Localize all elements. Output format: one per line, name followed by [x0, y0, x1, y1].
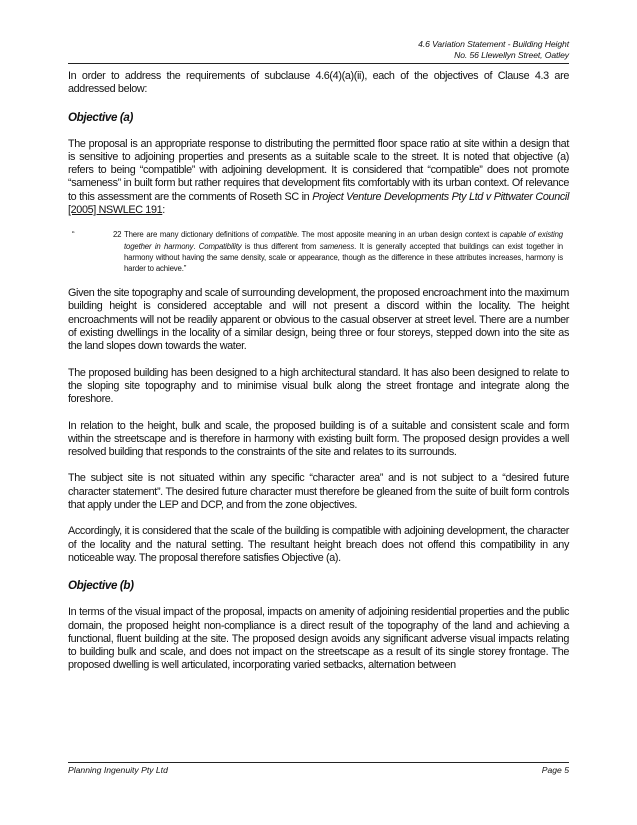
objective-a-paragraph-3: The proposed building has been designed to a high architectural standard. It has also been designed to relate to the sloping site topography and to minimise visual bulk along the street frontage and integrate along the foreshore.: [68, 366, 569, 406]
intro-paragraph: In order to address the requirements of subclause 4.6(4)(a)(ii), each of the objectives of Clause 4.3 are addressed below:: [68, 70, 569, 96]
quote-segment: . The most apposite meaning in an urban design context is: [296, 230, 500, 240]
case-name: Project Venture Developments Pty Ltd v Pittwater Council: [312, 190, 569, 203]
objective-a-paragraph-4: In relation to the height, bulk and scale, the proposed building is of a suitable and consistent scale and form within the streetscape and is therefore in harmony with existing built form. The proposed design provides a well resolved building that responds to the constraints of the site and relates to its surrounds.: [68, 419, 569, 459]
footer-page-number: Page 5: [541, 765, 569, 775]
quote-paragraph-number: 22: [113, 230, 122, 240]
quote-text: [124, 229, 563, 274]
header-title: 4.6 Variation Statement - Building Height: [418, 39, 569, 49]
quote-mark: “: [72, 230, 75, 240]
objective-a-paragraph-2: Given the site topography and scale of surrounding development, the proposed encroachment into the maximum building height is considered acceptable and will not present a discord within the locality. The height encroachments will not be readily apparent or obvious to the casual observer at street level. There are a number of existing dwellings in the locality of a similar design, being three or four storeys, stepped down into the site as the land slopes down towards the water.: [68, 287, 569, 353]
quote-emphasis: Compatibility: [198, 241, 242, 251]
quote-emphasis: sameness: [319, 241, 355, 251]
quote-segment: is thus different from: [241, 241, 320, 251]
document-body: [68, 70, 569, 673]
header-rule: [68, 63, 569, 64]
header-address: No. 56 Llewellyn Street, Oatley: [454, 50, 569, 60]
footer-company: Planning Ingenuity Pty Ltd: [68, 765, 168, 775]
quote-emphasis: capable of existing together in harmony: [124, 230, 563, 251]
objective-a-paragraph-6: Accordingly, it is considered that the scale of the building is compatible with adjoining development, the character of the locality and the natural setting. The resultant height breach does not offend this compatibility in any noticeable way. The proposal therefore satisfies Objective (a).: [68, 525, 569, 564]
objective-b-heading: Objective (b): [68, 579, 134, 593]
objective-a-paragraph-1: [68, 138, 569, 218]
objective-a-paragraph-5: The subject site is not situated within any specific “character area” and is not subject to a “desired future character statement”. The desired future character must therefore be gleaned from the suite of built form controls that apply under the LEP and DCP, and from the zone objectives.: [68, 472, 569, 512]
case-citation-link[interactable]: [2005] NSWLEC 191: [68, 204, 163, 217]
quote-segment: There are many dictionary definitions of: [124, 230, 261, 240]
paragraph-end: :: [162, 204, 165, 217]
objective-b-paragraph-1: In terms of the visual impact of the proposal, impacts on amenity of adjoining residential properties and the public domain, the proposed height non-compliance is a direct result of the topography of the land and achieving a functional, fluent building at the site. The proposed design avoids any significant adverse visual impacts relating to building bulk and scale, and does not impact on the streetscape as a result of its single storey frontage. The proposed dwelling is well articulated, incorporating varied setbacks, alternation between: [68, 606, 569, 672]
quote-segment: . It is generally accepted that buildings can exist together in harmony without having the same density, scale or appearance, though as the difference in these attributes increases, harmony is harder to achieve.”: [124, 241, 563, 273]
footer-rule: [68, 762, 569, 763]
paragraph-text: The proposal is an appropriate response to distributing the permitted floor space ratio at site within a design that is sensitive to adjoining properties and presents as a suitable scale to the street. It is noted that objective (a) refers to being “compatible” with adjoining development. It is considered that “compatible” does not promote “sameness” in built form but rather requires that development fits comfortably with its urban context. Of relevance to this assessment are the comments of Roseth SC in: [68, 137, 569, 203]
quote-emphasis: compatible: [260, 230, 297, 240]
quote-segment: .: [193, 241, 199, 251]
objective-a-heading: Objective (a): [68, 110, 134, 124]
block-quote: [68, 229, 569, 274]
page-header: [418, 39, 569, 61]
